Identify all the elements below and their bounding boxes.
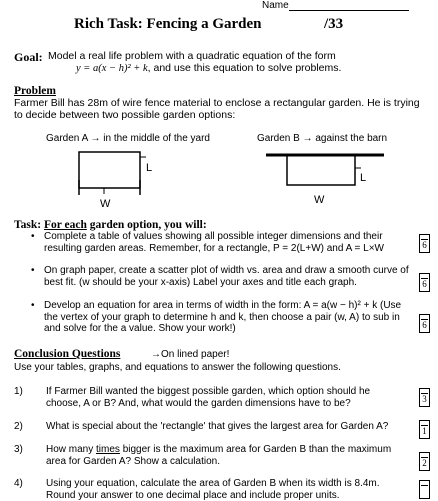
task-label-prefix: Task: <box>14 219 42 231</box>
question-text: Using your equation, calculate the area of Garden B when its width is 8.4m. Round your answer to one decimal place and include proper units. <box>46 478 380 501</box>
task-label-suffix: garden option, you will: <box>86 219 207 231</box>
task-bullet: On graph paper, create a scatter plot of width vs. area and draw a smooth curve of best fit. (w should be your x-axis) Label your axes and title each graph. <box>44 265 409 288</box>
question-number: 2) <box>14 421 23 432</box>
question-number: 3) <box>14 444 23 455</box>
task-label <box>14 219 207 231</box>
score-box <box>419 420 430 439</box>
goal-label: Goal: <box>14 50 43 64</box>
page-title: Rich Task: Fencing a Garden <box>74 16 262 32</box>
question-text-before: How many <box>46 444 97 455</box>
goal-line-1: Model a real life problem with a quadratic equation of the form <box>48 50 336 62</box>
conclusion-note: →On lined paper! <box>151 349 230 360</box>
garden-b-fence <box>287 155 355 185</box>
score-value <box>421 485 428 486</box>
bullet-dot: • <box>31 231 35 242</box>
score-box <box>419 480 430 499</box>
conclusion-label: Conclusion Questions <box>14 348 121 360</box>
garden-b-side-label: L <box>360 172 367 184</box>
goal-equation: y = a(x − h)² + k <box>76 63 148 74</box>
conclusion-subtitle: Use your tables, graphs, and equations to answer the following questions. <box>14 362 341 373</box>
question-text-underlined: times <box>96 444 120 455</box>
garden-a-rectangle <box>79 152 140 188</box>
score-value: 2 <box>422 458 427 468</box>
score-box <box>419 234 430 253</box>
goal-line-2-text: , and use this equation to solve problems. <box>147 62 342 74</box>
garden-b-bottom-label: W <box>314 194 325 206</box>
score-value: 1 <box>422 426 427 436</box>
garden-a-diagram <box>79 152 152 210</box>
garden-diagrams <box>0 0 438 220</box>
garden-a-label: Garden A → in the middle of the yard <box>46 133 210 144</box>
score-box <box>419 388 430 407</box>
score-value: 6 <box>422 279 427 289</box>
problem-label: Problem <box>14 85 56 97</box>
score-box <box>419 273 430 292</box>
question-text-after: bigger is the maximum area for Garden B than the maximum area for Garden A? Show a calculation. <box>46 444 392 467</box>
garden-a-bottom-label: W <box>100 198 111 210</box>
problem-text: Farmer Bill has 28m of wire fence material to enclose a rectangular garden. He is trying to decide between two possible garden options: <box>14 97 420 121</box>
task-label-underlined: For each <box>43 219 87 231</box>
question-number: 4) <box>14 478 23 489</box>
total-score: /33 <box>324 16 344 32</box>
score-value: 3 <box>422 394 427 404</box>
garden-a-side-label: L <box>146 162 153 174</box>
name-label: Name <box>262 0 289 11</box>
score-value: 6 <box>422 320 427 330</box>
task-bullet: Complete a table of values showing all possible integer dimensions and their resulting garden areas. Remember, for a rectangle, P = 2(L+W) and A = L×W <box>44 231 384 254</box>
question-text <box>46 444 401 467</box>
bullet-dot: • <box>31 265 35 276</box>
task-bullet: Develop an equation for area in terms of width in the form: A = a(w − h)² + k (Use the vertex of your graph to determine h and k, then choose a pair (w, A) to sub in and solve for the a value. Show your work!) <box>44 300 402 334</box>
question-text: What is special about the 'rectangle' that gives the largest area for Garden A? <box>46 421 389 432</box>
score-box <box>419 452 430 471</box>
score-value: 6 <box>422 240 427 250</box>
garden-b-diagram <box>266 155 384 206</box>
score-box <box>419 314 430 333</box>
garden-b-label: Garden B → against the barn <box>257 133 388 144</box>
bullet-dot: • <box>31 300 35 311</box>
question-text: If Farmer Bill wanted the biggest possible garden, which option should he choose, A or B? And, what would the garden dimensions have to be? <box>46 386 371 409</box>
question-number: 1) <box>14 386 23 397</box>
